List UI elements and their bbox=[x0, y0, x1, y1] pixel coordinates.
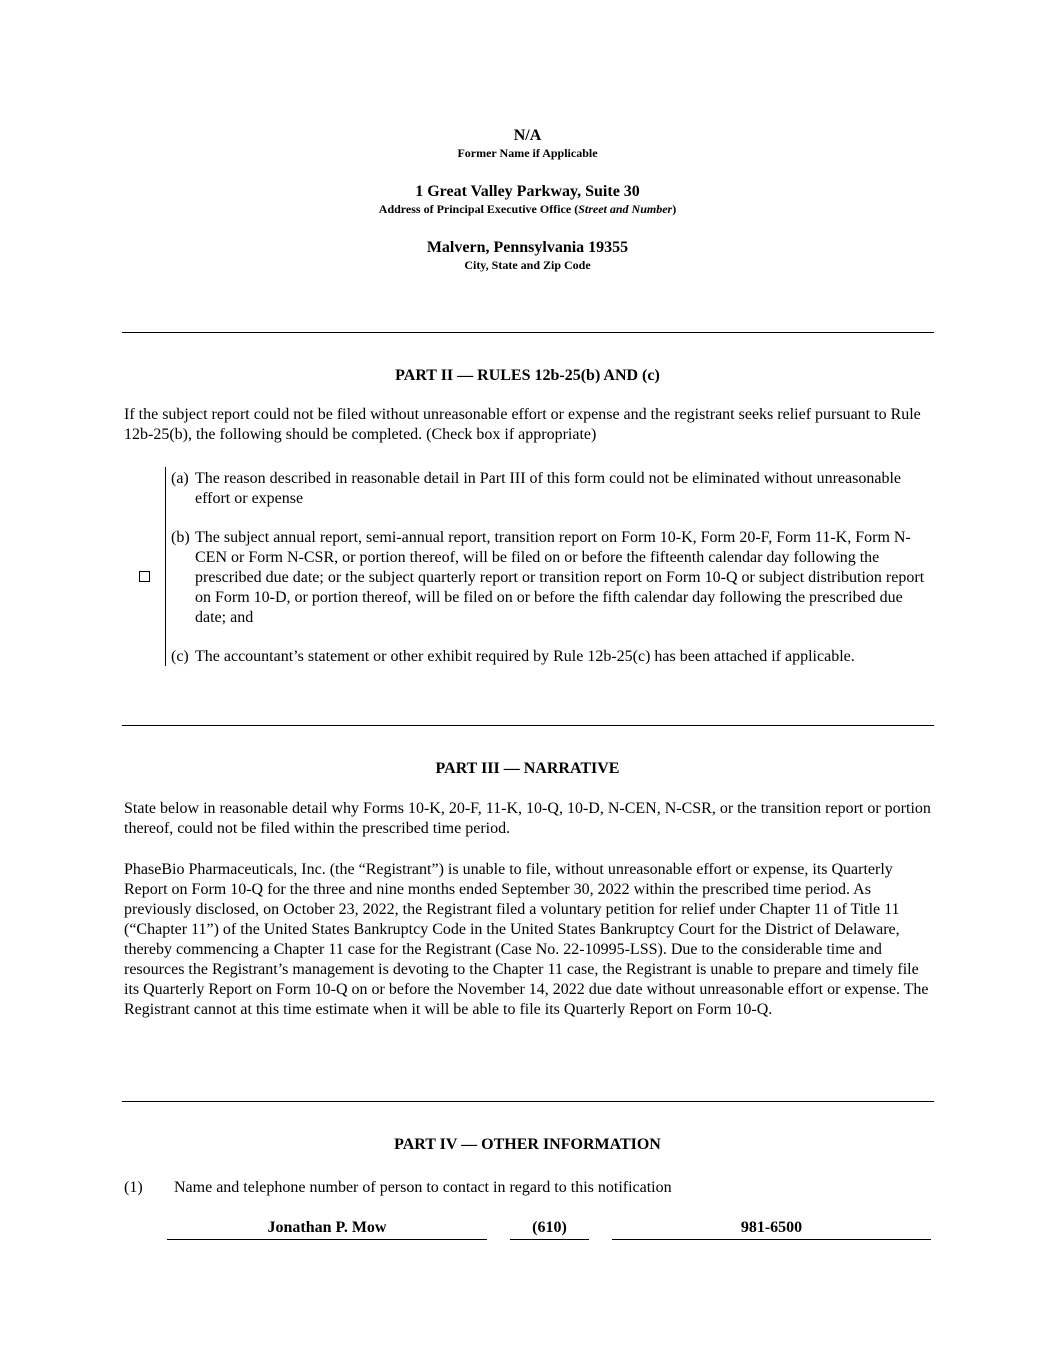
item-label: (c) bbox=[171, 648, 189, 665]
address-value: 1 Great Valley Parkway, Suite 30 bbox=[415, 183, 640, 200]
part4-item1-number: (1) bbox=[124, 1179, 143, 1196]
contact-name-field[interactable]: Jonathan P. Mow bbox=[167, 1218, 487, 1240]
area-code-field[interactable]: (610) bbox=[510, 1218, 589, 1240]
address-caption bbox=[0, 202, 1055, 216]
part4-item1-text: Name and telephone number of person to contact in regard to this notification bbox=[174, 1179, 672, 1196]
bracket-line bbox=[165, 467, 166, 666]
part4-title: PART IV — OTHER INFORMATION bbox=[394, 1136, 661, 1153]
relief-checkbox[interactable] bbox=[139, 571, 150, 582]
item-label: (b) bbox=[171, 529, 190, 546]
divider-part2 bbox=[122, 332, 934, 333]
part2-item-a bbox=[171, 469, 931, 509]
city-value: Malvern, Pennsylvania 19355 bbox=[426, 239, 629, 256]
divider-part3 bbox=[122, 725, 934, 726]
part3-title: PART III — NARRATIVE bbox=[435, 760, 620, 777]
former-name-value: N/A bbox=[513, 127, 542, 144]
address-caption-prefix: Address of Principal Executive Office ( bbox=[378, 202, 579, 216]
part2-item-b bbox=[171, 528, 931, 628]
part2-item-c bbox=[171, 647, 931, 667]
address-caption-italic: Street and Number bbox=[578, 202, 673, 216]
part3-narrative: PhaseBio Pharmaceuticals, Inc. (the “Registrant”) is unable to file, without unreasonable effort or expense, its Quarterly Report on Form 10-Q for the three and nine months ended September 30, 2022 within the prescribed time period. As previously disclosed, on October 23, 2022, the Registrant filed a voluntary petition for relief under Chapter 11 of Title 11 (“Chapter 11”) of the United States Bankruptcy Code in the United States Bankruptcy Court for the District of Delaware, thereby commencing a Chapter 11 case for the Registrant (Case No. 22-10995-LSS). Due to the considerable time and resources the Registrant’s management is devoting to the Chapter 11 case, the Registrant is unable to prepare and timely file its Quarterly Report on Form 10-Q on or before the November 14, 2022 due date without unreasonable effort or expense. The Registrant cannot at this time estimate when it will be able to file its Quarterly Report on Form 10-Q. bbox=[124, 861, 929, 1018]
part2-intro: If the subject report could not be filed without unreasonable effort or expense and the registrant seeks relief pursuant to Rule 12b-25(b), the following should be completed. (Check box if appropriate) bbox=[124, 406, 921, 443]
former-name-caption: Former Name if Applicable bbox=[457, 146, 598, 160]
item-text: The reason described in reasonable detail in Part III of this form could not be eliminated without unreasonable effort or expense bbox=[195, 470, 901, 507]
phone-number-field[interactable]: 981-6500 bbox=[612, 1218, 931, 1240]
item-text: The subject annual report, semi-annual report, transition report on Form 10-K, Form 20-F, Form 11-K, Form N-CEN or Form N-CSR, or portion thereof, will be filed on or before the fifteenth calendar day following the prescribed due date; or the subject quarterly report or transition report on Form 10-Q or subject distribution report on Form 10-D, or portion thereof, will be filed on or before the fifth calendar day following the prescribed due date; and bbox=[195, 529, 925, 626]
item-text: The accountant’s statement or other exhibit required by Rule 12b-25(c) has been attached if applicable. bbox=[195, 648, 855, 665]
address-caption-suffix: ) bbox=[672, 202, 677, 216]
part3-instruction: State below in reasonable detail why Forms 10-K, 20-F, 11-K, 10-Q, 10-D, N-CEN, N-CSR, or the transition report or portion thereof, could not be filed within the prescribed time period. bbox=[124, 800, 931, 837]
city-caption: City, State and Zip Code bbox=[464, 258, 591, 272]
divider-part4 bbox=[122, 1101, 934, 1102]
item-label: (a) bbox=[171, 470, 189, 487]
part2-title: PART II — RULES 12b-25(b) AND (c) bbox=[395, 367, 660, 384]
